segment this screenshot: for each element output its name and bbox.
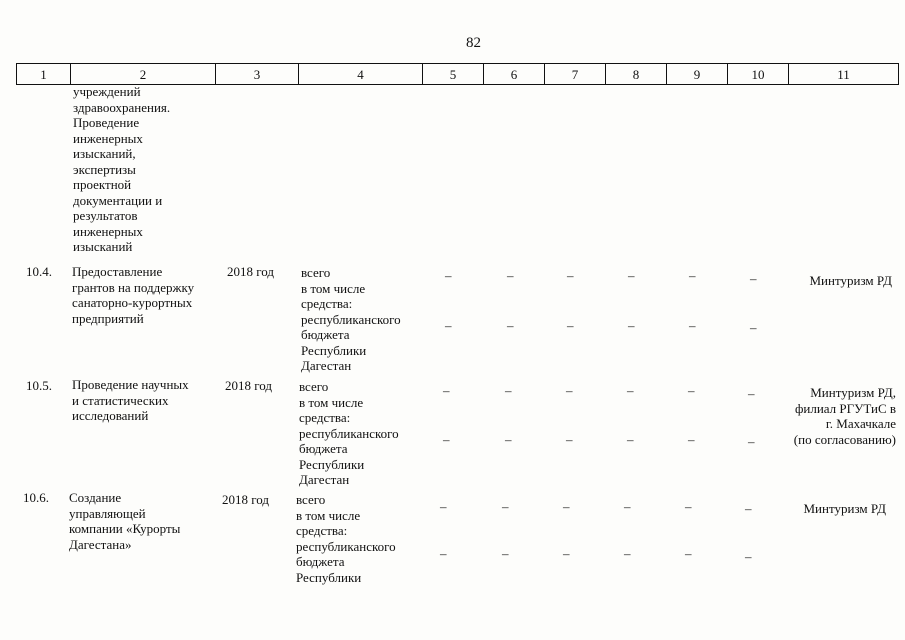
text-line: управляющей <box>69 505 146 521</box>
value-dash: – <box>685 499 692 514</box>
text-line: Проведение <box>73 115 140 130</box>
value-dash: – <box>567 268 574 283</box>
header-label: 2 <box>139 67 147 82</box>
header-cell-1 <box>16 63 70 85</box>
text-line: предприятий <box>72 310 144 326</box>
value-dash: – <box>688 383 695 398</box>
text-line: компании «Курорты <box>69 521 181 536</box>
value-dash: – <box>627 383 634 398</box>
text-line: средства: <box>301 296 353 311</box>
text-line: Минтуризм РД <box>809 273 892 288</box>
header-cell-8 <box>605 63 666 85</box>
text-line: Создание <box>69 490 122 505</box>
row-funding <box>296 492 396 585</box>
value-dash: – <box>566 383 573 398</box>
header-label: 11 <box>837 67 850 82</box>
header-cell-4 <box>298 63 422 85</box>
text-line: в том числе <box>299 394 364 410</box>
text-line: здравоохранения. <box>73 99 171 115</box>
header-cell-11 <box>788 63 899 85</box>
text-line: Республики <box>299 456 365 472</box>
value-dash: – <box>567 318 574 333</box>
value-dash: – <box>624 546 631 561</box>
text-line: бюджета <box>299 441 348 456</box>
text-line: Дагестан <box>299 472 350 487</box>
text-line: Минтуризм РД, <box>810 385 896 400</box>
row-year: 2018 год <box>222 492 269 507</box>
value-dash: – <box>502 499 509 514</box>
header-cell-9 <box>666 63 727 85</box>
header-cell-10 <box>727 63 788 85</box>
text-line: Республики <box>301 342 367 358</box>
text-line: республиканского <box>299 425 399 441</box>
text-line: всего <box>301 265 331 280</box>
value-dash: – <box>563 546 570 561</box>
header-cell-3 <box>215 63 298 85</box>
text-line: инженерных <box>73 130 143 146</box>
text-line: изысканий <box>73 239 133 254</box>
row-executor <box>770 385 896 447</box>
header-label: 5 <box>449 67 457 82</box>
value-dash: – <box>745 549 752 564</box>
value-dash: – <box>445 318 452 333</box>
text-line: средства: <box>299 410 351 425</box>
text-line: средства: <box>296 523 348 538</box>
value-dash: – <box>745 501 752 516</box>
text-line: проектной <box>73 177 132 192</box>
value-dash: – <box>507 318 514 333</box>
value-dash: – <box>748 386 755 401</box>
header-label: 3 <box>253 67 261 82</box>
header-label: 9 <box>693 67 701 82</box>
header-label: 6 <box>510 67 518 82</box>
header-cell-7 <box>544 63 605 85</box>
text-line: (по согласованию) <box>793 431 896 447</box>
value-dash: – <box>627 432 634 447</box>
text-line: Республики <box>296 569 362 585</box>
text-line: экспертизы <box>73 161 136 177</box>
text-line: республиканского <box>296 538 396 554</box>
text-line: грантов на поддержку <box>72 279 195 295</box>
text-line: в том числе <box>296 507 361 523</box>
value-dash: – <box>507 268 514 283</box>
header-cell-5 <box>422 63 483 85</box>
value-dash: – <box>750 271 757 286</box>
value-dash: – <box>505 432 512 447</box>
row-year: 2018 год <box>227 264 274 279</box>
text-line: Дагестана» <box>69 536 132 552</box>
value-dash: – <box>628 268 635 283</box>
value-dash: – <box>688 432 695 447</box>
text-line: инженерных <box>73 223 143 239</box>
row-executor <box>770 501 886 517</box>
value-dash: – <box>440 546 447 561</box>
value-dash: – <box>748 434 755 449</box>
text-line: г. Махачкале <box>825 416 896 431</box>
header-label: 8 <box>632 67 640 82</box>
header-label: 1 <box>40 67 47 82</box>
row-name <box>69 490 180 552</box>
text-line: всего <box>299 379 329 394</box>
text-line: документации и <box>73 192 163 208</box>
text-line: филиал РГУТиС в <box>794 400 896 416</box>
row-number: 10.6. <box>23 490 49 505</box>
continued-cell-text <box>73 84 170 255</box>
value-dash: – <box>689 318 696 333</box>
value-dash: – <box>445 268 452 283</box>
value-dash: – <box>505 383 512 398</box>
text-line: и статистических <box>72 392 169 408</box>
value-dash: – <box>685 546 692 561</box>
row-funding <box>301 265 401 374</box>
text-line: Предоставление <box>72 264 163 279</box>
text-line: результатов <box>73 208 138 223</box>
text-line: бюджета <box>296 554 345 569</box>
value-dash: – <box>566 432 573 447</box>
text-line: Проведение научных <box>72 377 189 392</box>
row-year: 2018 год <box>225 378 272 393</box>
text-line: Дагестан <box>301 358 352 373</box>
value-dash: – <box>624 499 631 514</box>
text-line: республиканского <box>301 311 401 327</box>
value-dash: – <box>502 546 509 561</box>
row-funding <box>299 379 399 488</box>
value-dash: – <box>628 318 635 333</box>
row-name <box>72 264 194 326</box>
text-line: изысканий, <box>73 146 136 161</box>
header-label: 4 <box>357 67 364 82</box>
header-label: 7 <box>571 67 579 82</box>
text-line: учреждений <box>73 84 141 99</box>
text-line: в том числе <box>301 280 366 296</box>
text-line: исследований <box>72 408 149 423</box>
value-dash: – <box>689 268 696 283</box>
value-dash: – <box>750 320 757 335</box>
row-name <box>72 377 189 424</box>
text-line: Минтуризм РД <box>803 501 886 516</box>
row-executor <box>780 273 892 289</box>
header-cell-6 <box>483 63 544 85</box>
page-number: 82 <box>466 35 481 51</box>
header-cell-2 <box>70 63 215 85</box>
text-line: бюджета <box>301 327 350 342</box>
value-dash: – <box>443 383 450 398</box>
value-dash: – <box>440 499 447 514</box>
header-label: 10 <box>751 67 765 82</box>
text-line: санаторно-курортных <box>72 295 193 310</box>
text-line: всего <box>296 492 326 507</box>
value-dash: – <box>443 432 450 447</box>
value-dash: – <box>563 499 570 514</box>
row-number: 10.5. <box>26 378 52 393</box>
row-number: 10.4. <box>26 264 52 279</box>
